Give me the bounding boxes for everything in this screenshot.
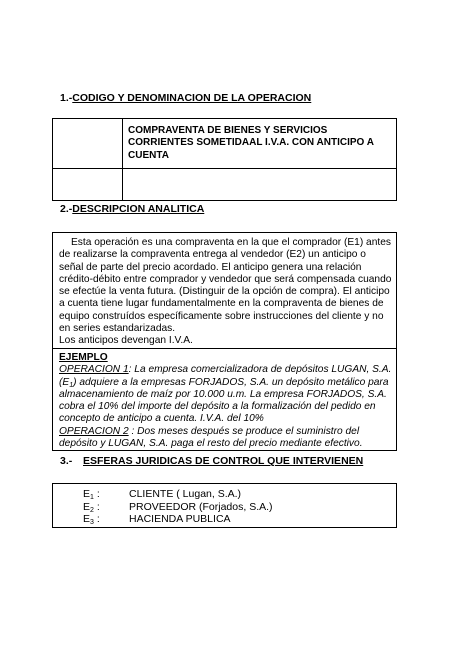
section-3-heading (60, 455, 363, 467)
example-title: EJEMPLO (59, 352, 108, 363)
empty-cell (123, 169, 397, 201)
entity-name: CLIENTE ( Lugan, S.A.) (129, 488, 242, 500)
section-1-heading (60, 92, 311, 104)
entity-separator: : (93, 500, 100, 513)
section-2-number: 2.- (60, 203, 73, 215)
empty-cell (53, 169, 123, 201)
entity-letter: E (83, 513, 91, 526)
operation-name: COMPRAVENTA DE BIENES Y SERVICIOS CORRIENTES SOMETIDAAL I.V.A. CON ANTICIPO A CUENTA (128, 124, 374, 161)
section-1-title: CODIGO Y DENOMINACION DE LA OPERACION (72, 92, 312, 104)
operation-1-subscript: 1 (69, 381, 74, 389)
operation-1-label: OPERACION 1 (59, 364, 129, 376)
section-3-title: ESFERAS JURIDICAS DE CONTROL QUE INTERVIENEN (83, 455, 364, 467)
operation-code-cell (53, 119, 123, 169)
entity-letter: E (83, 500, 91, 513)
description-text: Esta operación es una compraventa en la que el comprador (E1) antes de realizarse la compraventa entrega al vendedor (E2) un anticipo o señal de parte del precio acordado. El anticipo genera una relación crédito-débito entre comprador y vendedor que será compensada cuando se efectúe la venta futura. (Distinguir de la opción de compra). El anticipo a cuenta tiene lugar fundamentalmente en la compraventa de bienes de equipo construídos específicamente sobre instrucciones del cliente y no en series estandarizadas. (59, 237, 392, 335)
example-box (52, 348, 397, 451)
entity-subscript: 1 (90, 494, 94, 501)
section-1-number: 1.- (60, 92, 73, 104)
operation-2-label: OPERACION 2 (59, 425, 129, 437)
entity-name: PROVEEDOR (Forjados, S.A.) (129, 500, 273, 513)
section-2-title: DESCRIPCION ANALITICA (72, 203, 205, 215)
operation-1-body-a: : La empresa comercializadora de depósitos LUGAN, S.A. (E (59, 364, 392, 388)
description-last-line: Los anticipos devengan I.V.A. (59, 335, 193, 347)
entity-name: HACIENDA PUBLICA (129, 513, 231, 526)
entity-row (83, 488, 396, 501)
operation-1-text (59, 364, 392, 425)
entity-row (83, 501, 396, 514)
operation-1-body-b: ) adquiere a la empresas FORJADOS, S.A. un depósito metálico para almacenamiento de maíz por 10.000 u.m. La empresa FORJADOS, S.A. cobra el 10% del importe del depósito a la formalización del pedido en concepto de anticipo a cuenta. I.V.A. del 10% (59, 376, 389, 425)
operation-2-body: : Dos meses después se produce el suministro del depósito y LUGAN, S.A. paga el resto del precio mediante efectivo. (59, 425, 363, 450)
section-2-heading (60, 203, 204, 215)
operation-2-text (59, 426, 392, 451)
entity-separator: : (93, 513, 100, 526)
entity-subscript: 3 (90, 519, 94, 527)
entity-letter: E (83, 488, 91, 500)
section-3-number: 3.- (60, 455, 73, 467)
operation-code-table (52, 118, 397, 201)
entity-separator: : (93, 488, 100, 500)
description-box (52, 232, 397, 349)
entities-box (52, 483, 397, 528)
operation-name-cell (123, 119, 397, 169)
entity-subscript: 2 (90, 506, 94, 514)
entity-row (83, 513, 396, 526)
